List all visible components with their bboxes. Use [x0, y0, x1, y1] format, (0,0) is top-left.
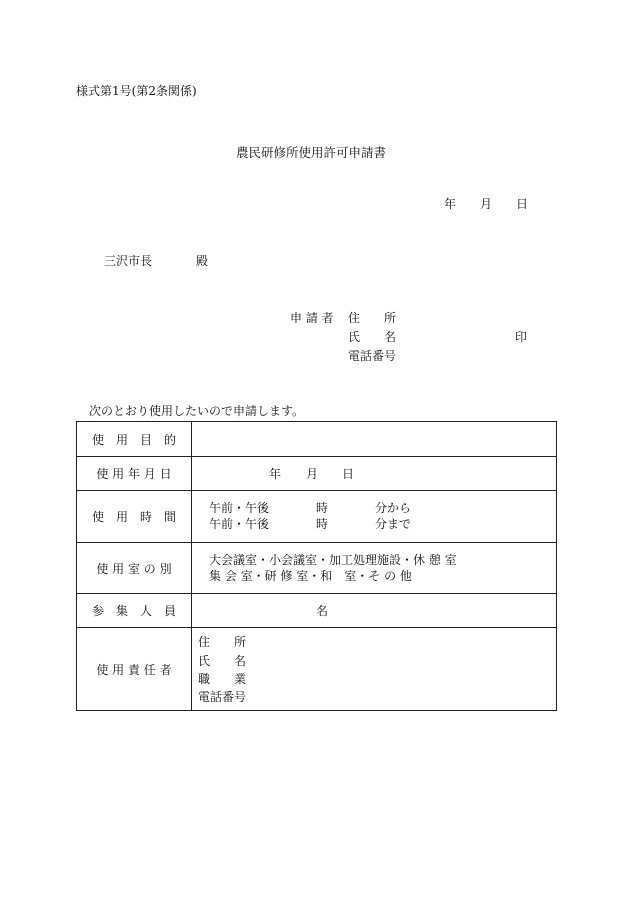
- usage-year-label: 年: [269, 467, 282, 481]
- purpose-label-cell: [77, 422, 192, 457]
- end-ampm-label: 午前・午後: [209, 517, 270, 531]
- purpose-label: 使 用 目 的: [91, 432, 176, 447]
- seal-mark: 印: [515, 330, 528, 344]
- responsible-occupation-label: 職 業: [198, 672, 247, 686]
- document-title: 農民研修所使用許可申請書: [236, 145, 387, 160]
- responsible-person-input-cell[interactable]: [192, 628, 557, 711]
- usage-day-label: 日: [342, 467, 355, 481]
- usage-date-input-cell[interactable]: [192, 457, 557, 491]
- responsible-label-cell: [77, 628, 192, 711]
- applicant-address-label: 住 所: [348, 311, 397, 325]
- room-label-cell: [77, 543, 192, 594]
- room-options-line-1: 大会議室・小会議室・加工処理施設・休 憩 室: [209, 553, 457, 567]
- table-row: [77, 628, 557, 711]
- applicant-name-label: 氏 名: [348, 330, 397, 344]
- start-ampm-label: 午前・午後: [209, 501, 270, 515]
- table-row: [77, 491, 557, 543]
- attendees-input-cell[interactable]: [192, 594, 557, 628]
- date-month-label: 月: [480, 197, 493, 211]
- attendees-label-cell: [77, 594, 192, 628]
- room-type-label: 使 用 室 の 別: [96, 561, 172, 576]
- addressee-honorific: 殿: [196, 254, 209, 268]
- form-number: 様式第1号(第2条関係): [76, 84, 197, 98]
- end-minute-label: 分まで: [375, 517, 412, 531]
- date-year-label: 年: [444, 197, 457, 211]
- applicant-phone-label: 電話番号: [348, 349, 397, 363]
- usage-time-input-cell[interactable]: [192, 491, 557, 543]
- date-day-label: 日: [516, 197, 529, 211]
- table-row: [77, 594, 557, 628]
- table-row: [77, 543, 557, 594]
- table-row: [77, 422, 557, 457]
- application-table: [76, 421, 557, 711]
- end-hour-label: 時: [316, 517, 329, 531]
- responsible-name-label: 氏 名: [198, 654, 247, 668]
- applicant-label: 申 請 者: [290, 311, 334, 325]
- room-type-options-cell[interactable]: [192, 543, 557, 594]
- usage-date-label: 使 用 年 月 日: [96, 467, 172, 481]
- time-label-cell: [77, 491, 192, 543]
- addressee-name: 三沢市長: [104, 254, 153, 268]
- responsible-person-label: 使 用 責 任 者: [96, 662, 172, 677]
- responsible-address-label: 住 所: [198, 635, 247, 649]
- responsible-phone-label: 電話番号: [198, 690, 247, 704]
- room-options-line-2: 集 会 室・研 修 室・和 室・そ の 他: [209, 569, 412, 583]
- start-hour-label: 時: [316, 501, 329, 515]
- start-minute-label: 分から: [375, 501, 412, 515]
- date-label-cell: [77, 457, 192, 491]
- table-row: [77, 457, 557, 491]
- attendees-label: 参 集 人 員: [91, 604, 176, 618]
- usage-month-label: 月: [306, 467, 319, 481]
- usage-time-label: 使 用 時 間: [91, 510, 176, 524]
- attendees-unit: 名: [316, 604, 329, 618]
- intro-text: 次のとおり使用したいので申請します。: [89, 404, 305, 418]
- purpose-input-cell[interactable]: [192, 422, 557, 457]
